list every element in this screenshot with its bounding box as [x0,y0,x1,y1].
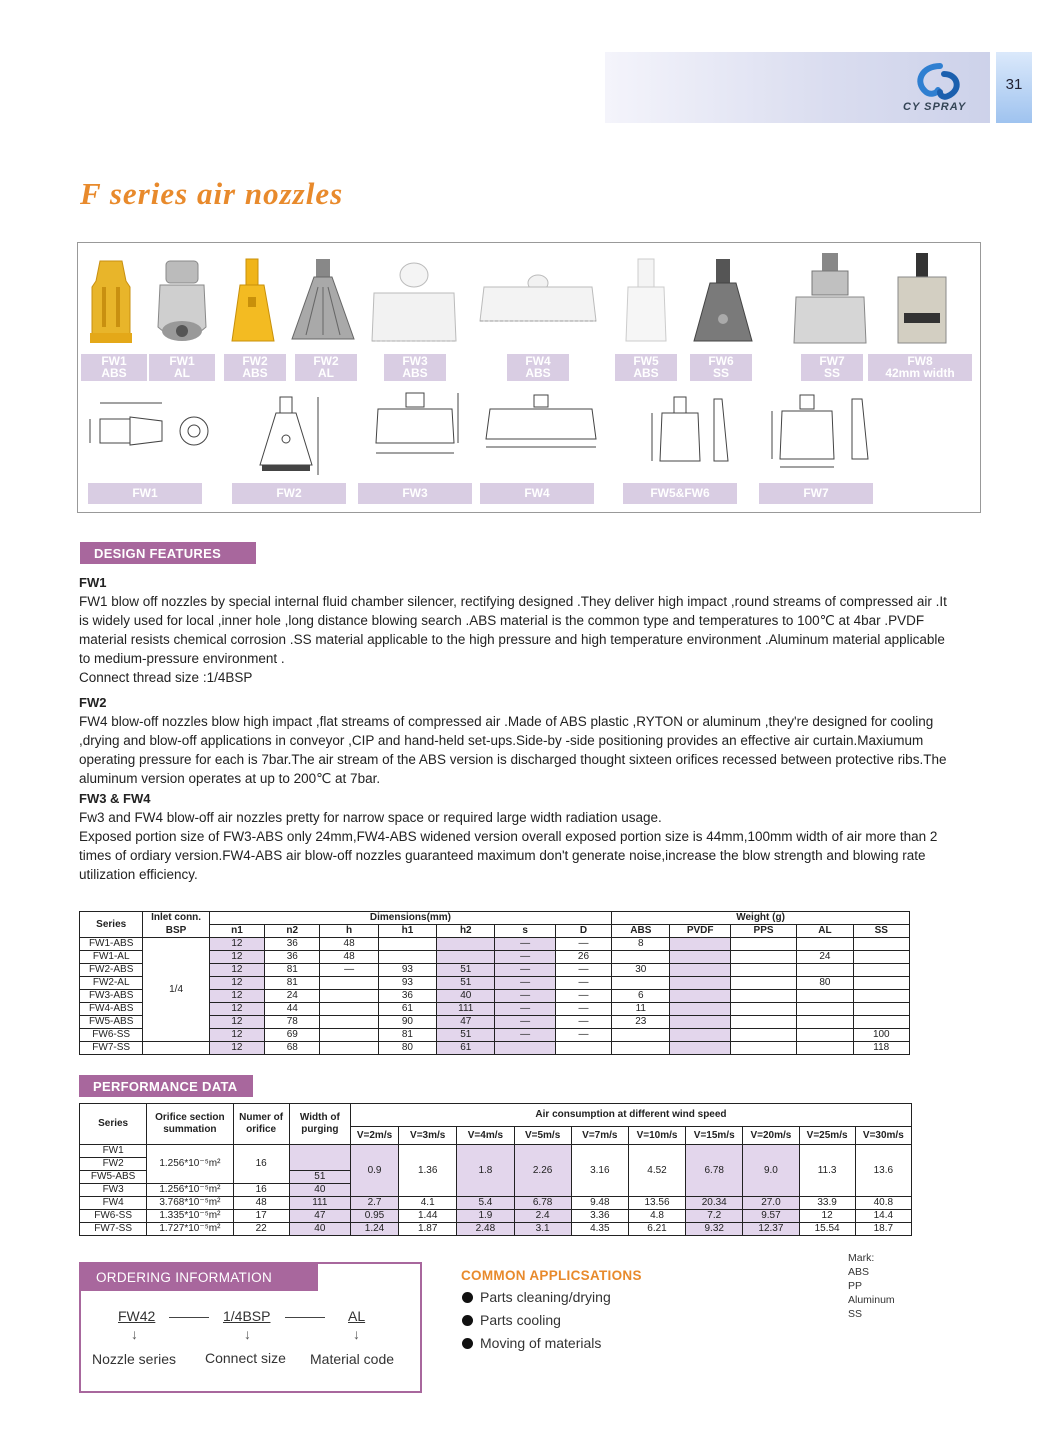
cell-n1: 12 [209,1003,264,1016]
cell-number: 16 [233,1145,289,1184]
cell-n2: 81 [265,964,320,977]
cell-d: — [555,990,611,1003]
cell-air: 20.34 [686,1197,743,1210]
cell-air: 1.8 [457,1145,514,1197]
page-number: 31 [996,52,1032,123]
cell-pps [730,977,796,990]
cell-pps [730,990,796,1003]
cell-h2: 51 [437,1029,495,1042]
cell-h2: 61 [437,1042,495,1055]
product-label-fw3-abs: FW3 ABS [384,354,446,381]
cell-d: — [555,977,611,990]
cell-width: 111 [289,1197,350,1210]
cell-al: 80 [797,977,853,990]
fw1-description: FW1 blow off nozzles by special internal fluid chamber silencer, rectifying designed .They deliver high impact ,round streams of compressed air .It is widely used for local ,inner hole ,long distance blowing search .ABS material is the common type and temperatures to 100℃ at 4bar .PVDF material resists chemical corrosion .SS material applicable to the high pressure and high temperature environment .Aluminum material applicable to medium-pressure environment . [79,594,947,666]
cell-air: 27.0 [743,1197,799,1210]
cell-air: 1.9 [457,1210,514,1223]
cell-orifice: 1.256*10⁻⁵m² [147,1145,233,1184]
product-label-fw7-ss: FW7 SS [801,354,863,381]
fw1-abs-photo [86,257,136,352]
cell-pvdf [670,1003,730,1016]
cell-series: FW1-ABS [80,938,143,951]
fw6-ss-photo [688,257,758,352]
cell-h2: 111 [437,1003,495,1016]
cell-air: 4.8 [628,1210,685,1223]
dimensions-table [79,911,910,1055]
cell-h2: 40 [437,990,495,1003]
cell-abs: 23 [612,1016,670,1029]
fw5-fw6-drawing [648,395,738,471]
fw4-abs-photo [476,271,600,333]
page-title: F series air nozzles [80,176,344,211]
cell-series: FW2-AL [80,977,143,990]
cell-d [555,1042,611,1055]
fw7-drawing [766,393,876,473]
cell-series: FW5-ABS [80,1171,147,1184]
cell-series: FW2-ABS [80,964,143,977]
product-gallery [77,242,981,513]
cell-air: 0.9 [350,1145,398,1197]
cell-air: 9.32 [686,1223,743,1236]
table-row [80,1197,912,1210]
cell-ss [853,977,909,990]
cell-air: 4.35 [571,1223,628,1236]
fw34-heading: FW3 & FW4 [79,791,151,806]
cell-n2: 69 [265,1029,320,1042]
cell-orifice: 3.768*10⁻⁵m² [147,1197,233,1210]
cell-abs: 11 [612,1003,670,1016]
cell-abs [612,951,670,964]
cell-pps [730,964,796,977]
cell-ss: 118 [853,1042,909,1055]
cell-pps [730,1003,796,1016]
cell-s: — [495,938,555,951]
application-item: Parts cleaning/drying [462,1289,611,1305]
fw2-abs-photo [228,257,278,352]
header-col: PVDF [670,925,730,938]
table-row [80,938,910,951]
cell-h [320,1016,378,1029]
cell-air: 40.8 [855,1197,911,1210]
cell-h [320,990,378,1003]
cell-d: — [555,1003,611,1016]
cell-air: 5.4 [457,1197,514,1210]
cell-n2: 36 [265,951,320,964]
cell-s [495,1042,555,1055]
header-col: n1 [209,925,264,938]
fw2-heading: FW2 [79,695,107,710]
cell-number: 48 [233,1197,289,1210]
cell-number: 17 [233,1210,289,1223]
perf-header-width: Width of purging [289,1104,350,1145]
cell-air: 9.57 [743,1210,799,1223]
cell-pps [730,951,796,964]
cell-width: 40 [289,1184,350,1197]
cell-ss [853,1016,909,1029]
cell-d: — [555,1029,611,1042]
cell-ss [853,990,909,1003]
cell-h1: 93 [378,977,436,990]
drawing-label-fw4: FW4 [480,483,594,504]
cell-air: 3.36 [571,1210,628,1223]
cell-width [289,1145,350,1171]
cell-al: 24 [797,951,853,964]
cell-inlet [143,1042,209,1055]
cell-series: FW3-ABS [80,990,143,1003]
table-row [80,1145,912,1158]
header-col: h2 [437,925,495,938]
mark-item: PP [848,1280,863,1292]
fw7-ss-photo [790,251,870,351]
cell-air: 2.26 [514,1145,571,1197]
cell-d: — [555,1016,611,1029]
arrow-down-icon: ↓ [131,1326,138,1342]
cell-series: FW6-SS [80,1210,147,1223]
cell-h1: 90 [378,1016,436,1029]
header-col: D [555,925,611,938]
cell-al [797,1042,853,1055]
cell-air: 14.4 [855,1210,911,1223]
cell-s: — [495,1016,555,1029]
cell-n1: 12 [209,1029,264,1042]
cell-series: FW1 [80,1145,147,1158]
speed-header: V=15m/s [686,1127,743,1145]
cell-h1 [378,951,436,964]
product-label-fw1-abs: FW1 ABS [81,354,147,381]
speed-header: V=3m/s [399,1127,457,1145]
cell-air: 7.2 [686,1210,743,1223]
fw34-description-1: Fw3 and FW4 blow-off air nozzles pretty for narrow space or required large width radiation usage. [79,810,662,825]
arrow-down-icon: ↓ [244,1326,251,1342]
cell-orifice: 1.335*10⁻⁵m² [147,1210,233,1223]
product-label-fw4-abs: FW4 ABS [507,354,569,381]
cell-pps [730,938,796,951]
cell-n1: 12 [209,1042,264,1055]
fw34-description-2: Exposed portion size of FW3-ABS only 24mm,FW4-ABS widened version overall exposed portion size is 44mm,100mm width of air more than 2 times of ordiary version.FW4-ABS air blow-off nozzles guaranteed maximum don't generate noise,increase the blow strength and blowing rate utilization efficiency. [79,829,938,882]
order-code-material: AL [348,1308,366,1324]
bullet-icon [462,1338,473,1349]
cell-n1: 12 [209,977,264,990]
cell-h1 [378,938,436,951]
cell-air: 3.16 [571,1145,628,1197]
cell-air: 0.95 [350,1210,398,1223]
header-col: h [320,925,378,938]
cell-air: 6.78 [686,1145,743,1197]
cell-s: — [495,1029,555,1042]
cell-pvdf [670,1016,730,1029]
cell-pps [730,1042,796,1055]
cell-h2 [437,951,495,964]
cell-series: FW5-ABS [80,1016,143,1029]
cell-h [320,977,378,990]
mark-item: Aluminum [848,1294,895,1306]
cell-air: 12.37 [743,1223,799,1236]
product-label-fw2-al: FW2 AL [295,354,357,381]
cell-ss [853,964,909,977]
design-features-text [79,573,959,884]
fw2-drawing [254,395,324,481]
fw1-drawing [86,393,216,473]
cell-air: 1.44 [399,1210,457,1223]
perf-header-orifice: Orifice section summation [147,1104,233,1145]
cell-pvdf [670,964,730,977]
header-dimensions: Dimensions(mm) [209,912,611,925]
header-col: AL [797,925,853,938]
cell-air: 9.48 [571,1197,628,1210]
drawing-label-fw2: FW2 [232,483,346,504]
cell-abs: 6 [612,990,670,1003]
cell-number: 22 [233,1223,289,1236]
arrow-down-icon: ↓ [353,1326,360,1342]
application-item: Parts cooling [462,1312,561,1328]
cell-air: 3.1 [514,1223,571,1236]
cell-air: 2.48 [457,1223,514,1236]
cell-s: — [495,951,555,964]
cell-h: 48 [320,938,378,951]
order-label-series: Nozzle series [92,1351,177,1367]
cell-air: 1.24 [350,1223,398,1236]
cell-inlet: 1/4 [143,938,209,1042]
header-bsp: BSP [143,925,209,938]
cell-h1: 81 [378,1029,436,1042]
cell-ss: 100 [853,1029,909,1042]
brand-name: CY SPRAY [903,101,967,113]
bullet-icon [462,1292,473,1303]
cell-n2: 44 [265,1003,320,1016]
cell-pvdf [670,1042,730,1055]
cell-air: 33.9 [799,1197,855,1210]
speed-header: V=2m/s [350,1127,398,1145]
cell-ss [853,938,909,951]
cell-air: 12 [799,1210,855,1223]
cell-air: 18.7 [855,1223,911,1236]
cell-h: 48 [320,951,378,964]
cell-h1: 80 [378,1042,436,1055]
mark-item: ABS [848,1266,870,1278]
cell-h [320,1042,378,1055]
product-label-fw8: FW8 42mm width [868,354,972,381]
order-code-size: 1/4BSP [223,1308,271,1324]
cell-air: 15.54 [799,1223,855,1236]
cell-pvdf [670,990,730,1003]
product-label-fw1-al: FW1 AL [149,354,215,381]
cell-pvdf [670,977,730,990]
cell-h: — [320,964,378,977]
table-row [80,1223,912,1236]
product-label-fw2-abs: FW2 ABS [224,354,286,381]
cell-n1: 12 [209,964,264,977]
cell-n1: 12 [209,938,264,951]
drawing-label-fw5-fw6: FW5&FW6 [623,483,737,504]
cell-abs: 8 [612,938,670,951]
mark-title: Mark: [848,1252,875,1264]
cell-n2: 68 [265,1042,320,1055]
performance-heading: PERFORMANCE DATA [79,1075,253,1097]
cell-abs [612,1042,670,1055]
speed-header: V=20m/s [743,1127,799,1145]
cell-series: FW3 [80,1184,147,1197]
speed-header: V=10m/s [628,1127,685,1145]
header-inlet: Inlet conn. [143,912,209,925]
cell-h [320,1003,378,1016]
cell-width: 40 [289,1223,350,1236]
mark-item: SS [848,1308,863,1320]
cell-n2: 24 [265,990,320,1003]
cell-abs [612,977,670,990]
header-weight: Weight (g) [612,912,910,925]
product-label-fw5-abs: FW5 ABS [615,354,677,381]
cell-d: — [555,964,611,977]
cell-width: 51 [289,1171,350,1184]
cell-air: 4.52 [628,1145,685,1197]
cell-series: FW1-AL [80,951,143,964]
fw1-thread: Connect thread size :1/4BSP [79,670,253,685]
cell-h2: 47 [437,1016,495,1029]
cell-air: 1.36 [399,1145,457,1197]
header-col: s [495,925,555,938]
cell-al [797,964,853,977]
header-col: ABS [612,925,670,938]
cell-al [797,1029,853,1042]
cell-h1: 36 [378,990,436,1003]
order-label-size: Connect size [205,1350,286,1366]
cell-air: 4.1 [399,1197,457,1210]
cell-s: — [495,990,555,1003]
cell-al [797,990,853,1003]
fw8-photo [890,251,954,351]
table-row [80,1210,912,1223]
cell-air: 11.3 [799,1145,855,1197]
cell-air: 6.21 [628,1223,685,1236]
applications-heading: COMMON APPLICSATIONS [461,1268,642,1283]
fw1-heading: FW1 [79,575,107,590]
cell-al [797,1003,853,1016]
cell-air: 9.0 [743,1145,799,1197]
cell-h1: 93 [378,964,436,977]
order-label-material: Material code [310,1351,395,1367]
cell-pps [730,1029,796,1042]
product-label-fw6-ss: FW6 SS [690,354,752,381]
header-col: h1 [378,925,436,938]
order-separator-1 [169,1317,209,1318]
application-item: Moving of materials [462,1335,601,1351]
cell-n2: 36 [265,938,320,951]
cell-series: FW7-SS [80,1223,147,1236]
cell-air: 2.7 [350,1197,398,1210]
perf-header-air: Air consumption at different wind speed [350,1104,911,1127]
cell-series: FW6-SS [80,1029,143,1042]
header-col: PPS [730,925,796,938]
order-separator-2 [285,1317,325,1318]
cell-n2: 81 [265,977,320,990]
cell-al [797,1016,853,1029]
speed-header: V=4m/s [457,1127,514,1145]
fw1-al-photo [154,257,210,352]
fw3-abs-photo [368,257,460,352]
cell-n1: 12 [209,1016,264,1029]
ordering-information-box [79,1262,422,1393]
cell-n2: 78 [265,1016,320,1029]
cell-abs: 30 [612,964,670,977]
header-col: n2 [265,925,320,938]
cell-width: 47 [289,1210,350,1223]
cell-series: FW7-SS [80,1042,143,1055]
cell-s: — [495,964,555,977]
cell-ss [853,951,909,964]
speed-header: V=30m/s [855,1127,911,1145]
cell-h2: 51 [437,977,495,990]
drawing-label-fw7: FW7 [759,483,873,504]
cell-series: FW2 [80,1158,147,1171]
cell-h2: 51 [437,964,495,977]
cell-air: 13.56 [628,1197,685,1210]
cell-n1: 12 [209,990,264,1003]
drawing-label-fw3: FW3 [358,483,472,504]
cell-series: FW4-ABS [80,1003,143,1016]
fw3-drawing [370,391,460,461]
cell-orifice: 1.727*10⁻⁵m² [147,1223,233,1236]
speed-header: V=7m/s [571,1127,628,1145]
table-row [80,1042,910,1055]
cell-pvdf [670,938,730,951]
speed-header: V=25m/s [799,1127,855,1145]
cell-pvdf [670,951,730,964]
cell-air: 2.4 [514,1210,571,1223]
cell-n1: 12 [209,951,264,964]
cell-orifice: 1.256*10⁻⁵m² [147,1184,233,1197]
cell-pps [730,1016,796,1029]
speed-header: V=5m/s [514,1127,571,1145]
perf-header-number: Numer of orifice [233,1104,289,1145]
cell-series: FW4 [80,1197,147,1210]
drawing-label-fw1: FW1 [88,483,202,504]
bullet-icon [462,1315,473,1326]
cell-s: — [495,1003,555,1016]
fw4-drawing [482,393,600,453]
perf-header-series: Series [80,1104,147,1145]
cell-h [320,1029,378,1042]
fw5-abs-photo [618,257,674,352]
cell-ss [853,1003,909,1016]
cell-d: 26 [555,951,611,964]
cell-h1: 61 [378,1003,436,1016]
cell-al [797,938,853,951]
cell-air: 1.87 [399,1223,457,1236]
order-code-series: FW42 [118,1308,156,1324]
header-series: Series [80,912,143,938]
header-col: SS [853,925,909,938]
cell-pvdf [670,1029,730,1042]
fw2-description: FW4 blow-off nozzles blow high impact ,flat streams of compressed air .Made of ABS plastic ,RYTON or aluminum ,they're designed for cooling ,drying and blow-off applications in conveyor ,CIP and hand-held set-ups.Side-by -side positioning provides an effective air curtain.Maxiumum operating pressure for each is 7bar.The air stream of the ABS version is discharged thought sixteen orifices recessed between protective ribs.The aluminum version operates at up to 200℃ at 7bar. [79,714,947,786]
cell-abs [612,1029,670,1042]
cell-air: 13.6 [855,1145,911,1197]
cell-air: 6.78 [514,1197,571,1210]
performance-table [79,1103,912,1236]
cell-s: — [495,977,555,990]
ordering-heading: ORDERING INFORMATION [81,1264,318,1291]
cell-h2 [437,938,495,951]
cell-number: 16 [233,1184,289,1197]
fw2-al-photo [290,257,356,352]
cell-d: — [555,938,611,951]
design-features-heading: DESIGN FEATURES [80,542,256,564]
